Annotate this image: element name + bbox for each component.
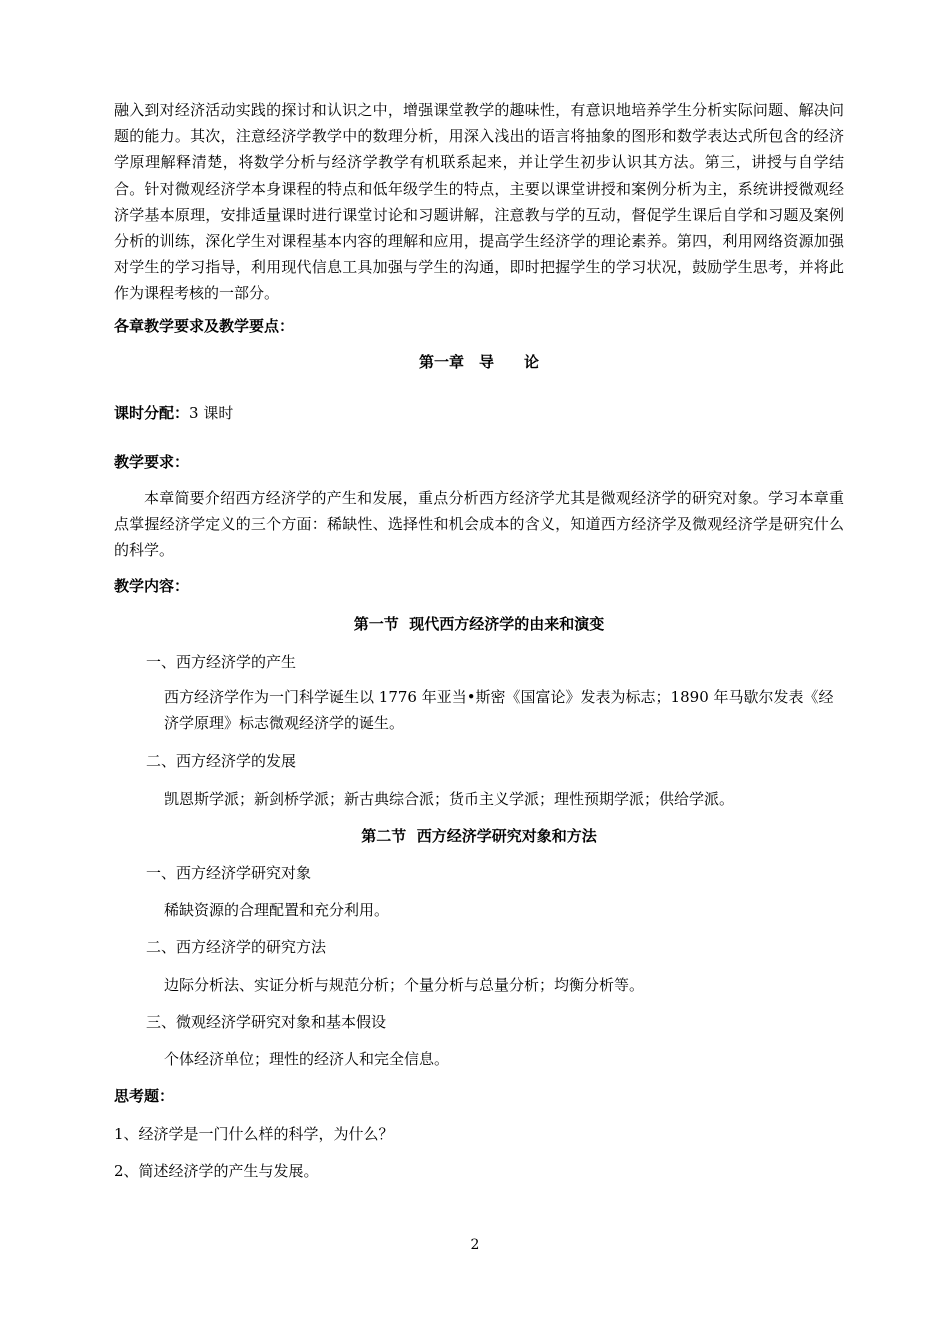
section1-item1-text: 西方经济学作为一门科学诞生以 1776 年亚当•斯密《国富论》发表为标志；1890 年马歇尔发表《经济学原理》标志微观经济学的诞生。 <box>164 688 834 732</box>
section-heading: 各章教学要求及教学要点： <box>114 317 295 335</box>
requirements-text: 本章简要介绍西方经济学的产生和发展，重点分析西方经济学尤其是微观经济学的研究对象。学习本章重点掌握经济学定义的三个方面：稀缺性、选择性和机会成本的含义，知道西方经济学及微观经济学是研究什么的科学。 <box>114 489 844 559</box>
section1-title: 第一节 现代西方经济学的由来和演变 <box>353 615 605 633</box>
hours-line <box>114 402 233 423</box>
section1-item1-title: 一、西方经济学的产生 <box>146 653 297 671</box>
content-heading: 教学内容： <box>114 577 190 595</box>
intro-paragraph: 融入到对经济活动实践的探讨和认识之中，增强课堂教学的趣味性，有意识地培养学生分析实际问题、解决问题的能力。其次，注意经济学教学中的数理分析，用深入浅出的语言将抽象的图形和数学表达式所包含的经济学原理解释清楚，将数学分析与经济学教学有机联系起来，并让学生初步认识其方法。第三，讲授与自学结合。针对微观经济学本身课程的特点和低年级学生的特点，主要以课堂讲授和案例分析为主，系统讲授微观经济学基本原理，安排适量课时进行课堂讨论和习题讲解，注意教与学的互动，督促学生课后自学和习题及案例分析的训练，深化学生对课程基本内容的理解和应用，提高学生经济学的理论素养。第四，利用网络资源加强对学生的学习指导，利用现代信息工具加强与学生的沟通，即时把握学生的学习状况，鼓励学生思考，并将此作为课程考核的一部分。 <box>114 101 844 303</box>
hours-value: 3 课时 <box>189 404 234 422</box>
section2-item2-text: 边际分析法、实证分析与规范分析；个量分析与总量分析；均衡分析等。 <box>164 976 645 994</box>
section2-item3-title: 三、微观经济学研究对象和基本假设 <box>146 1013 387 1031</box>
section2-item1-title: 一、西方经济学研究对象 <box>146 864 312 882</box>
section1-item2-text: 凯恩斯学派；新剑桥学派；新古典综合派；货币主义学派；理性预期学派；供给学派。 <box>164 790 735 808</box>
page-number: 2 <box>470 1237 480 1253</box>
section2-item1-text: 稀缺资源的合理配置和充分利用。 <box>164 901 390 919</box>
section2-title: 第二节 西方经济学研究对象和方法 <box>361 827 597 845</box>
requirements-heading: 教学要求： <box>114 453 190 471</box>
chapter-title: 第一章 导 论 <box>418 353 539 371</box>
hours-label: 课时分配： <box>114 404 190 422</box>
section1-item2-title: 二、西方经济学的发展 <box>146 752 297 770</box>
section2-item2-title: 二、西方经济学的研究方法 <box>146 938 327 956</box>
section2-item3-text: 个体经济单位；理性的经济人和完全信息。 <box>164 1050 450 1068</box>
question-item: 1、经济学是一门什么样的科学，为什么？ <box>114 1125 394 1143</box>
question-item: 2、简述经济学的产生与发展。 <box>114 1162 319 1180</box>
questions-heading: 思考题： <box>114 1087 175 1105</box>
